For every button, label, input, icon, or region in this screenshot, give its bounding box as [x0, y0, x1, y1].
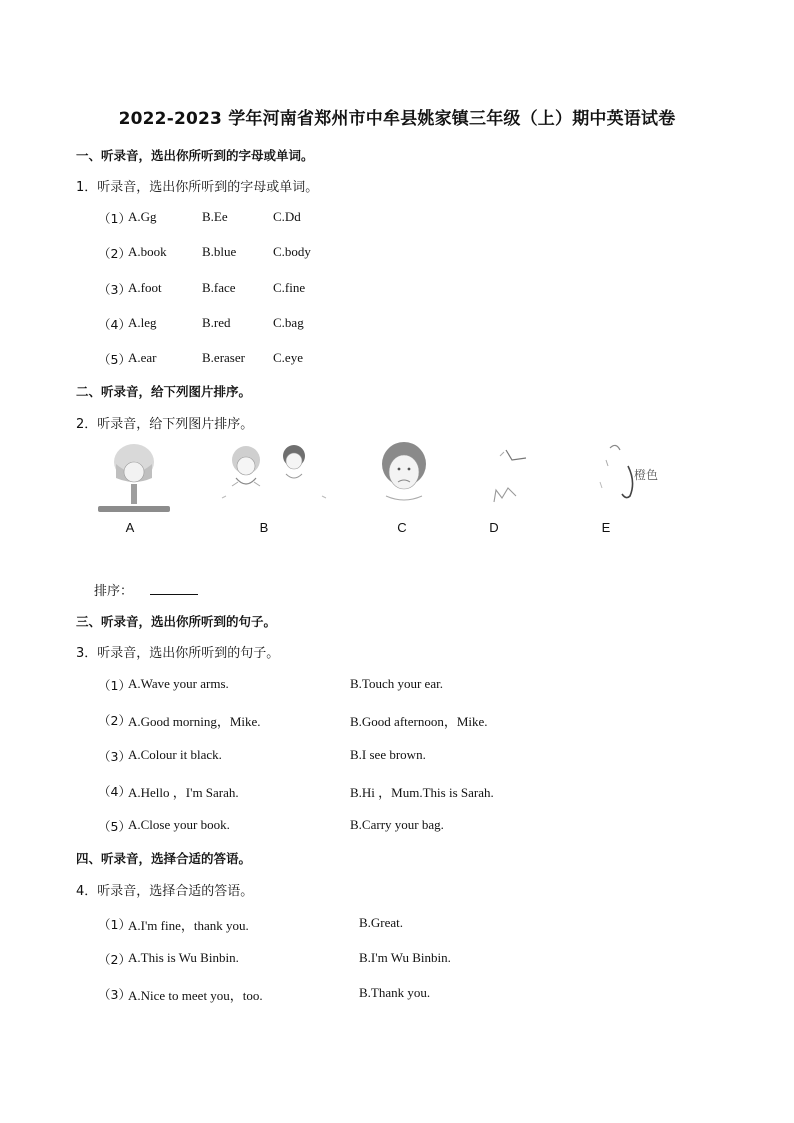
option-a[interactable]: A.Colour it black.	[128, 747, 222, 762]
picture-label-b: B	[259, 520, 269, 535]
option-b[interactable]: B.Hi ，Mum.This is Sarah.	[350, 785, 494, 800]
order-answer-blank[interactable]	[150, 594, 198, 595]
picture-label-a: A	[125, 520, 135, 535]
question-2-prompt: 2．听录音，给下列图片排序。	[76, 417, 254, 432]
option-a[interactable]: A.book	[128, 244, 167, 259]
option-b[interactable]: B.Ee	[202, 209, 228, 224]
picture-d	[486, 438, 536, 508]
item-number: （2）	[98, 713, 131, 728]
item-number: （2）	[98, 246, 131, 261]
option-a[interactable]: A.ear	[128, 350, 157, 365]
option-a[interactable]: A.This is Wu Binbin.	[128, 950, 239, 965]
section-heading-4: 四、听录音，选择合适的答语。	[76, 851, 252, 866]
option-c[interactable]: C.eye	[273, 350, 303, 365]
order-label: 排序：	[94, 584, 134, 599]
item-number: （4）	[98, 784, 131, 799]
section-heading-1: 一、听录音，选出你所听到的字母或单词。	[76, 148, 314, 163]
option-c[interactable]: C.Dd	[273, 209, 301, 224]
option-b[interactable]: B.Touch your ear.	[350, 676, 443, 691]
option-a[interactable]: A.leg	[128, 315, 157, 330]
option-a[interactable]: A.foot	[128, 280, 162, 295]
option-b[interactable]: B.red	[202, 315, 231, 330]
option-b[interactable]: B.Great.	[359, 915, 404, 930]
page-title: 2022-2023 学年河南省郑州市中牟县姚家镇三年级（上）期中英语试卷	[118, 109, 676, 129]
option-b[interactable]: B.I'm Wu Binbin.	[359, 950, 451, 965]
section-heading-3: 三、听录音，选出你所听到的句子。	[76, 614, 277, 629]
option-a[interactable]: A.Gg	[128, 209, 157, 224]
item-number: （1）	[98, 917, 131, 932]
option-a[interactable]: A.Close your book.	[128, 817, 230, 832]
question-3-prompt: 3．听录音，选出你所听到的句子。	[76, 646, 280, 661]
option-a[interactable]: A.I'm fine，thank you.	[128, 918, 249, 933]
item-number: （1）	[98, 678, 131, 693]
picture-c	[376, 438, 432, 510]
option-a[interactable]: A.Wave your arms.	[128, 676, 229, 691]
option-b[interactable]: B.Carry your bag.	[350, 817, 444, 832]
option-c[interactable]: C.body	[273, 244, 311, 259]
item-number: （3）	[98, 987, 131, 1002]
question-4-prompt: 4．听录音，选择合适的答语。	[76, 884, 254, 899]
option-c[interactable]: C.fine	[273, 280, 306, 295]
option-b[interactable]: B.eraser	[202, 350, 245, 365]
picture-e	[592, 438, 638, 508]
option-a[interactable]: A.Nice to meet you，too.	[128, 988, 263, 1003]
picture-row	[90, 438, 690, 538]
picture-b	[218, 438, 330, 508]
item-number: （2）	[98, 952, 131, 967]
item-number: （5）	[98, 352, 131, 367]
item-number: （3）	[98, 282, 131, 297]
option-a[interactable]: A.Good morning，Mike.	[128, 714, 261, 729]
option-b[interactable]: B.blue	[202, 244, 237, 259]
picture-a	[96, 438, 172, 516]
option-b[interactable]: B.face	[202, 280, 236, 295]
option-b[interactable]: B.I see brown.	[350, 747, 426, 762]
item-number: （3）	[98, 749, 131, 764]
option-b[interactable]: B.Thank you.	[359, 985, 431, 1000]
item-number: （4）	[98, 317, 131, 332]
option-b[interactable]: B.Good afternoon，Mike.	[350, 714, 488, 729]
item-number: （5）	[98, 819, 131, 834]
option-c[interactable]: C.bag	[273, 315, 304, 330]
picture-label-e: E	[601, 520, 611, 535]
picture-label-d: D	[489, 520, 499, 535]
question-1-prompt: 1．听录音，选出你所听到的字母或单词。	[76, 180, 319, 195]
item-number: （1）	[98, 211, 131, 226]
picture-e-caption: 橙色	[634, 468, 659, 482]
picture-label-c: C	[397, 520, 407, 535]
option-a[interactable]: A.Hello ，I'm Sarah.	[128, 785, 239, 800]
section-heading-2: 二、听录音，给下列图片排序。	[76, 384, 252, 399]
